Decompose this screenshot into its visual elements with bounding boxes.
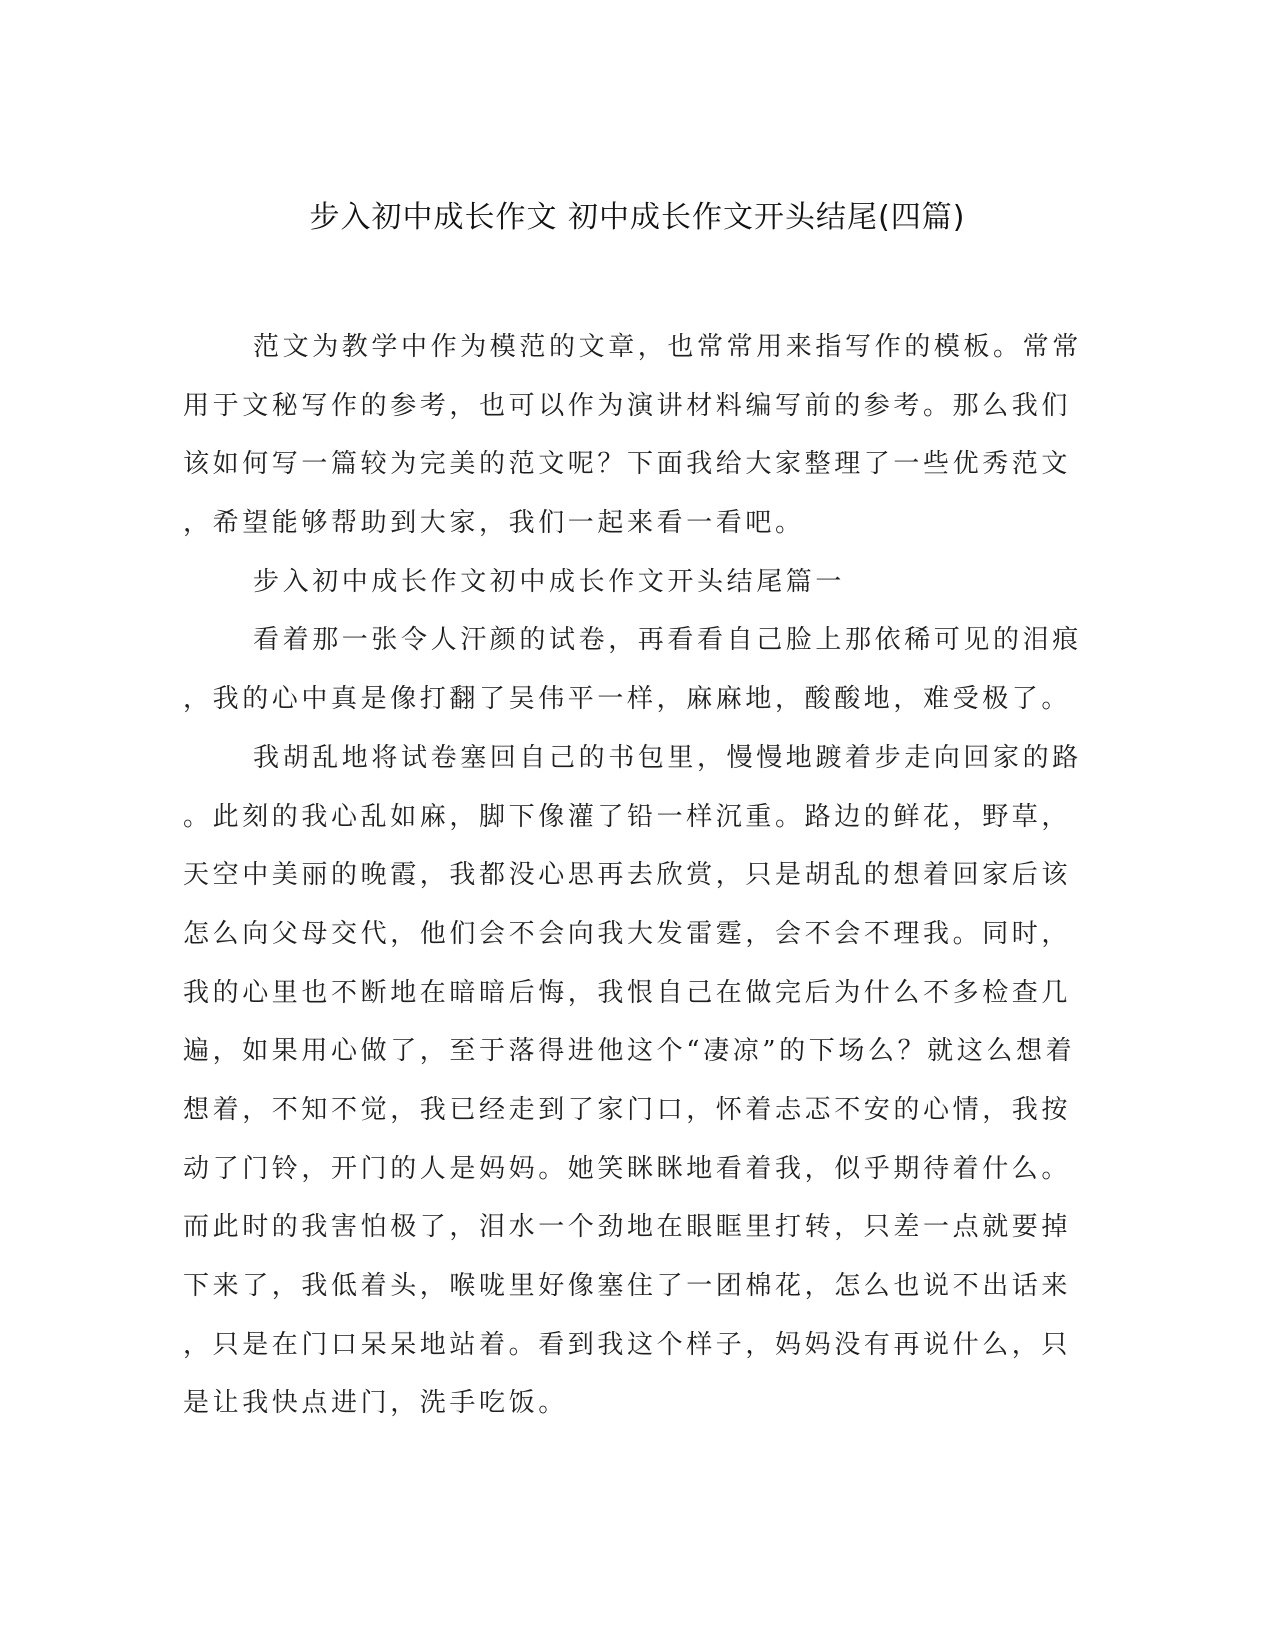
document-body: [183, 318, 1082, 1433]
paragraph-line: 该如何写一篇较为完美的范文呢？下面我给大家整理了一些优秀范文: [183, 449, 1072, 480]
paragraph-line: 看着那一张令人汗颜的试卷，再看看自己脸上那依稀可见的泪痕: [253, 625, 1082, 656]
paragraph-line: ，只是在门口呆呆地站着。看到我这个样子，妈妈没有再说什么，只: [183, 1329, 1072, 1360]
paragraph-line: 我胡乱地将试卷塞回自己的书包里，慢慢地踱着步走向回家的路: [253, 742, 1082, 773]
paragraph-line: 天空中美丽的晚霞，我都没心思再去欣赏，只是胡乱的想着回家后该: [183, 860, 1072, 891]
paragraph-line: 。此刻的我心乱如麻，脚下像灌了铅一样沉重。路边的鲜花，野草，: [183, 801, 1072, 832]
paragraph-line: 范文为教学中作为模范的文章，也常常用来指写作的模板。常常: [253, 332, 1082, 362]
paragraph-line: 我的心里也不断地在暗暗后悔，我恨自己在做完后为什么不多检查几: [183, 977, 1072, 1008]
paragraph-line: 动了门铃，开门的人是妈妈。她笑眯眯地看着我，似乎期待着什么。: [183, 1153, 1072, 1184]
paragraph-line: 怎么向父母交代，他们会不会向我大发雷霆，会不会不理我。同时，: [183, 918, 1072, 949]
paragraph-line: 是让我快点进门，洗手吃饭。: [183, 1388, 568, 1419]
paragraph-line: 用于文秘写作的参考，也可以作为演讲材料编写前的参考。那么我们: [183, 390, 1072, 421]
document-title: 步入初中成长作文 初中成长作文开头结尾(四篇): [309, 200, 966, 235]
paragraph-line: 而此时的我害怕极了，泪水一个劲地在眼眶里打转，只差一点就要掉: [183, 1212, 1072, 1243]
paragraph-line: ，希望能够帮助到大家，我们一起来看一看吧。: [183, 508, 805, 539]
paragraph-line: 想着，不知不觉，我已经走到了家门口，怀着忐忑不安的心情，我按: [183, 1094, 1072, 1125]
section-heading: 步入初中成长作文初中成长作文开头结尾篇一: [253, 566, 846, 597]
paragraph-line: 下来了，我低着头，喉咙里好像塞住了一团棉花，怎么也说不出话来: [183, 1271, 1072, 1301]
paragraph-line: 遍，如果用心做了，至于落得进他这个“凄凉”的下场么？就这么想着: [183, 1036, 1076, 1067]
paragraph-line: ，我的心中真是像打翻了吴伟平一样，麻麻地，酸酸地，难受极了。: [183, 684, 1072, 715]
